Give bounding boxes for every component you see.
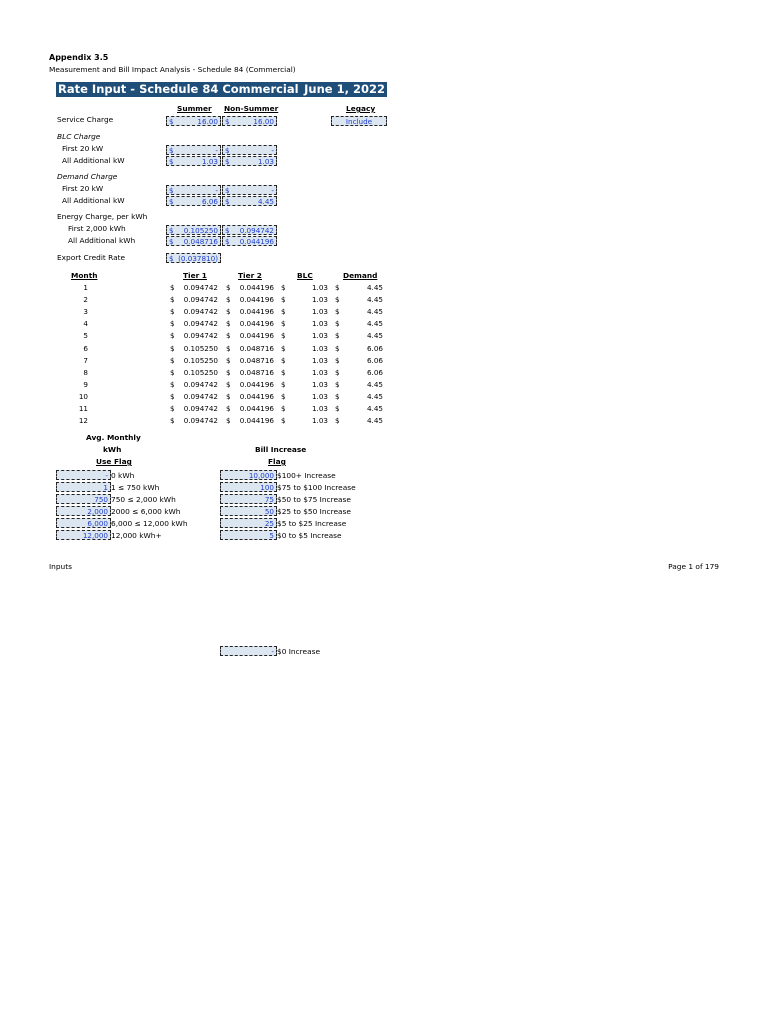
flag-label: 6,000 ≤ 12,000 kWh [111, 519, 188, 528]
input-value: (0.037810) [178, 254, 218, 263]
currency-symbol: $ [281, 391, 286, 401]
currency-symbol: $ [281, 331, 286, 341]
input-value: 2,000 [87, 507, 108, 516]
tier1-cell: 0.094742 [183, 307, 218, 317]
currency-symbol: $ [170, 391, 175, 401]
demand-first-label: First 20 kW [62, 184, 104, 193]
input-value: 0.105250 [183, 226, 218, 235]
energy-add-summer-input[interactable] [166, 236, 221, 246]
month-cell: 1 [83, 283, 88, 292]
currency-symbol: $ [170, 343, 175, 353]
flag-label: 2000 ≤ 6,000 kWh [111, 507, 181, 516]
flag-label: $100+ Increase [277, 471, 336, 480]
demand-cell: 4.45 [366, 404, 383, 413]
input-value: Include [345, 117, 373, 126]
input-value: 6.06 [201, 197, 218, 206]
input-value: 5 [269, 531, 274, 540]
input-value: 50 [264, 507, 274, 516]
tier2-cell: 0.048716 [239, 367, 274, 377]
input-value: 0.048716 [183, 237, 218, 246]
demand-add-summer-input[interactable] [166, 196, 221, 206]
input-value: - [215, 186, 218, 195]
flag-input[interactable] [56, 530, 111, 540]
bill-flag-extra-label: $0 Increase [277, 647, 321, 656]
tier2-cell: 0.048716 [239, 343, 274, 353]
currency-symbol: $ [226, 379, 231, 389]
summer-heading: Summer [177, 104, 212, 113]
demand-cell: 6.06 [366, 343, 383, 353]
currency-symbol: $ [169, 117, 174, 126]
tier1-cell: 0.105250 [183, 343, 218, 353]
tier1-cell: 0.094742 [183, 379, 218, 389]
service-charge-label: Service Charge [57, 115, 114, 124]
currency-symbol: $ [226, 416, 231, 426]
month-cell: 12 [78, 416, 88, 426]
input-value: 1.03 [201, 157, 218, 166]
blc-add-summer-input[interactable] [166, 156, 221, 166]
currency-symbol: $ [335, 404, 340, 413]
document-subtitle: Measurement and Bill Impact Analysis - Schedule 84 (Commercial) [49, 65, 296, 74]
currency-symbol: $ [170, 295, 175, 305]
tier2-cell: 0.044196 [239, 379, 274, 389]
currency-symbol: $ [170, 355, 175, 365]
blc-col-header: BLC [297, 271, 313, 280]
energy-add-non-summer-input[interactable] [222, 236, 277, 246]
month-cell: 10 [78, 391, 88, 401]
currency-symbol: $ [225, 186, 230, 195]
demand-add-non-summer-input[interactable] [222, 196, 277, 206]
bill-flag-extra-input[interactable] [220, 646, 277, 656]
currency-symbol: $ [335, 295, 340, 305]
input-value: 75 [264, 495, 274, 504]
currency-symbol: $ [170, 331, 175, 341]
currency-symbol: $ [170, 416, 175, 426]
currency-symbol: $ [335, 307, 340, 317]
input-value: 10,000 [248, 471, 274, 480]
demand-add-label: All Additional kW [62, 196, 125, 205]
currency-symbol: $ [169, 226, 174, 235]
page-number: Page 1 of 179 [668, 562, 719, 571]
currency-symbol: $ [170, 283, 175, 292]
currency-symbol: $ [281, 283, 286, 292]
input-value: 12,000 [82, 531, 108, 540]
input-value: 25 [264, 519, 274, 528]
currency-symbol: $ [281, 355, 286, 365]
tier2-cell: 0.048716 [239, 355, 274, 365]
blc-heading: BLC Charge [57, 132, 101, 141]
energy-heading: Energy Charge, per kWh [57, 212, 148, 221]
currency-symbol: $ [226, 391, 231, 401]
currency-symbol: $ [226, 367, 231, 377]
currency-symbol: $ [281, 416, 286, 426]
export-credit-label: Export Credit Rate [57, 253, 126, 262]
currency-symbol: $ [281, 343, 286, 353]
currency-symbol: $ [335, 367, 340, 377]
input-value: 0.094742 [239, 226, 274, 235]
appendix-label: Appendix 3.5 [49, 53, 109, 62]
blc-cell: 1.03 [311, 355, 328, 365]
legacy-heading: Legacy [346, 104, 376, 113]
currency-symbol: $ [226, 307, 231, 317]
month-cell: 2 [83, 295, 88, 305]
currency-symbol: $ [225, 237, 230, 246]
currency-symbol: $ [226, 295, 231, 305]
demand-col-header: Demand [343, 271, 378, 280]
input-value: - [105, 471, 108, 480]
demand-cell: 4.45 [366, 331, 383, 341]
non-summer-heading: Non-Summer [224, 104, 279, 113]
currency-symbol: $ [226, 343, 231, 353]
month-col-header: Month [71, 271, 98, 280]
currency-symbol: $ [226, 331, 231, 341]
demand-cell: 4.45 [366, 283, 383, 292]
blc-cell: 1.03 [311, 307, 328, 317]
flag-input[interactable] [56, 470, 111, 480]
demand-cell: 4.45 [366, 319, 383, 329]
demand-first-non-summer-input[interactable] [222, 185, 277, 195]
currency-symbol: $ [335, 355, 340, 365]
blc-cell: 1.03 [311, 295, 328, 305]
tier2-cell: 0.044196 [239, 404, 274, 413]
tier1-cell: 0.094742 [183, 391, 218, 401]
demand-heading: Demand Charge [57, 172, 118, 181]
currency-symbol: $ [281, 367, 286, 377]
currency-symbol: $ [169, 237, 174, 246]
demand-cell: 4.45 [366, 307, 383, 317]
banner-date: June 1, 2022 [304, 82, 385, 96]
input-value: 6,000 [87, 519, 108, 528]
flag-input[interactable] [220, 470, 277, 480]
currency-symbol: $ [335, 319, 340, 329]
currency-symbol: $ [225, 146, 230, 155]
demand-cell: 6.06 [366, 355, 383, 365]
month-cell: 4 [83, 319, 88, 329]
input-value: 750 [94, 495, 108, 504]
input-value: - [271, 146, 274, 155]
flag-input[interactable] [56, 506, 111, 516]
blc-first-non-summer-input[interactable] [222, 145, 277, 155]
input-value: - [215, 146, 218, 155]
tier1-cell: 0.094742 [183, 416, 218, 426]
input-value: 16.00 [197, 117, 218, 126]
month-cell: 5 [83, 331, 88, 341]
use-flag-heading-2: kWh [103, 445, 122, 454]
blc-cell: 1.03 [311, 367, 328, 377]
currency-symbol: $ [226, 283, 231, 292]
energy-first-non-summer-input[interactable] [222, 225, 277, 235]
flag-input[interactable] [220, 506, 277, 516]
currency-symbol: $ [281, 404, 286, 413]
flag-input[interactable] [220, 518, 277, 528]
tier1-cell: 0.094742 [183, 283, 218, 292]
currency-symbol: $ [169, 146, 174, 155]
input-value: 1.03 [257, 157, 274, 166]
legacy-input[interactable] [331, 116, 387, 126]
currency-symbol: $ [225, 226, 230, 235]
currency-symbol: $ [281, 319, 286, 329]
tier1-col-header: Tier 1 [183, 271, 207, 280]
flag-label: 750 ≤ 2,000 kWh [111, 495, 176, 504]
currency-symbol: $ [225, 197, 230, 206]
currency-symbol: $ [281, 295, 286, 305]
blc-cell: 1.03 [311, 404, 328, 413]
tier2-col-header: Tier 2 [238, 271, 262, 280]
blc-cell: 1.03 [311, 416, 328, 426]
currency-symbol: $ [170, 307, 175, 317]
month-cell: 11 [78, 404, 88, 413]
month-cell: 3 [83, 307, 88, 317]
bill-flag-heading-1: Bill Increase [255, 445, 307, 454]
currency-symbol: $ [169, 197, 174, 206]
currency-symbol: $ [335, 331, 340, 341]
tier2-cell: 0.044196 [239, 416, 274, 426]
demand-cell: 6.06 [366, 367, 383, 377]
input-value: 100 [260, 483, 274, 492]
currency-symbol: $ [281, 379, 286, 389]
demand-cell: 4.45 [366, 295, 383, 305]
input-value: 4.45 [257, 197, 274, 206]
currency-symbol: $ [169, 254, 174, 263]
currency-symbol: $ [170, 367, 175, 377]
input-value: - [271, 647, 274, 656]
tier2-cell: 0.044196 [239, 307, 274, 317]
month-cell: 7 [83, 355, 88, 365]
currency-symbol: $ [281, 307, 286, 317]
currency-symbol: $ [335, 416, 340, 426]
currency-symbol: $ [335, 379, 340, 389]
flag-label: 0 kWh [111, 471, 135, 480]
tier1-cell: 0.094742 [183, 331, 218, 341]
blc-cell: 1.03 [311, 319, 328, 329]
currency-symbol: $ [335, 391, 340, 401]
input-value: - [271, 186, 274, 195]
blc-add-label: All Additional kW [62, 156, 125, 165]
energy-add-label: All Additional kWh [68, 236, 136, 245]
tier2-cell: 0.044196 [239, 391, 274, 401]
flag-label: 1 ≤ 750 kWh [111, 483, 160, 492]
currency-symbol: $ [225, 117, 230, 126]
title-banner [56, 82, 387, 97]
flag-input[interactable] [220, 482, 277, 492]
flag-label: $5 to $25 Increase [277, 519, 347, 528]
blc-cell: 1.03 [311, 391, 328, 401]
tier2-cell: 0.044196 [239, 331, 274, 341]
service-charge-summer-input[interactable] [166, 116, 221, 126]
blc-cell: 1.03 [311, 331, 328, 341]
sheet-name: Inputs [49, 562, 72, 571]
demand-cell: 4.45 [366, 379, 383, 389]
banner-title: Rate Input - Schedule 84 Commercial [58, 82, 299, 96]
tier1-cell: 0.094742 [183, 404, 218, 413]
input-value: 1 [103, 483, 108, 492]
tier2-cell: 0.044196 [239, 319, 274, 329]
tier2-cell: 0.044196 [239, 295, 274, 305]
currency-symbol: $ [226, 355, 231, 365]
currency-symbol: $ [226, 404, 231, 413]
blc-add-non-summer-input[interactable] [222, 156, 277, 166]
blc-cell: 1.03 [311, 343, 328, 353]
tier1-cell: 0.105250 [183, 367, 218, 377]
flag-input[interactable] [56, 494, 111, 504]
month-cell: 9 [83, 379, 88, 389]
blc-cell: 1.03 [311, 379, 328, 389]
flag-input[interactable] [220, 494, 277, 504]
export-credit-input[interactable] [166, 253, 221, 263]
currency-symbol: $ [226, 319, 231, 329]
tier2-cell: 0.044196 [239, 283, 274, 292]
month-cell: 8 [83, 367, 88, 377]
flag-label: 12,000 kWh+ [111, 531, 162, 540]
use-flag-heading-3: Use Flag [96, 457, 132, 466]
currency-symbol: $ [169, 186, 174, 195]
blc-first-label: First 20 kW [62, 144, 104, 153]
flag-input[interactable] [220, 530, 277, 540]
month-cell: 6 [83, 343, 88, 353]
currency-symbol: $ [335, 343, 340, 353]
currency-symbol: $ [225, 157, 230, 166]
energy-first-label: First 2,000 kWh [68, 224, 126, 233]
tier1-cell: 0.094742 [183, 295, 218, 305]
flag-label: $0 to $5 Increase [277, 531, 342, 540]
flag-input[interactable] [56, 482, 111, 492]
currency-symbol: $ [170, 404, 175, 413]
tier1-cell: 0.094742 [183, 319, 218, 329]
flag-input[interactable] [56, 518, 111, 528]
tier1-cell: 0.105250 [183, 355, 218, 365]
flag-label: $25 to $50 Increase [277, 507, 351, 516]
bill-flag-heading-2: Flag [268, 457, 286, 466]
flag-label: $75 to $100 Increase [277, 483, 356, 492]
demand-cell: 4.45 [366, 391, 383, 401]
currency-symbol: $ [335, 283, 340, 292]
currency-symbol: $ [169, 157, 174, 166]
flag-label: $50 to $75 Increase [277, 495, 351, 504]
energy-first-summer-input[interactable] [166, 225, 221, 235]
blc-first-summer-input[interactable] [166, 145, 221, 155]
use-flag-heading-1: Avg. Monthly [86, 433, 141, 442]
input-value: 0.044196 [239, 237, 274, 246]
currency-symbol: $ [170, 379, 175, 389]
input-value: 16.00 [253, 117, 274, 126]
currency-symbol: $ [170, 319, 175, 329]
demand-first-summer-input[interactable] [166, 185, 221, 195]
blc-cell: 1.03 [311, 283, 328, 292]
demand-cell: 4.45 [366, 416, 383, 426]
service-charge-non-summer-input[interactable] [222, 116, 277, 126]
